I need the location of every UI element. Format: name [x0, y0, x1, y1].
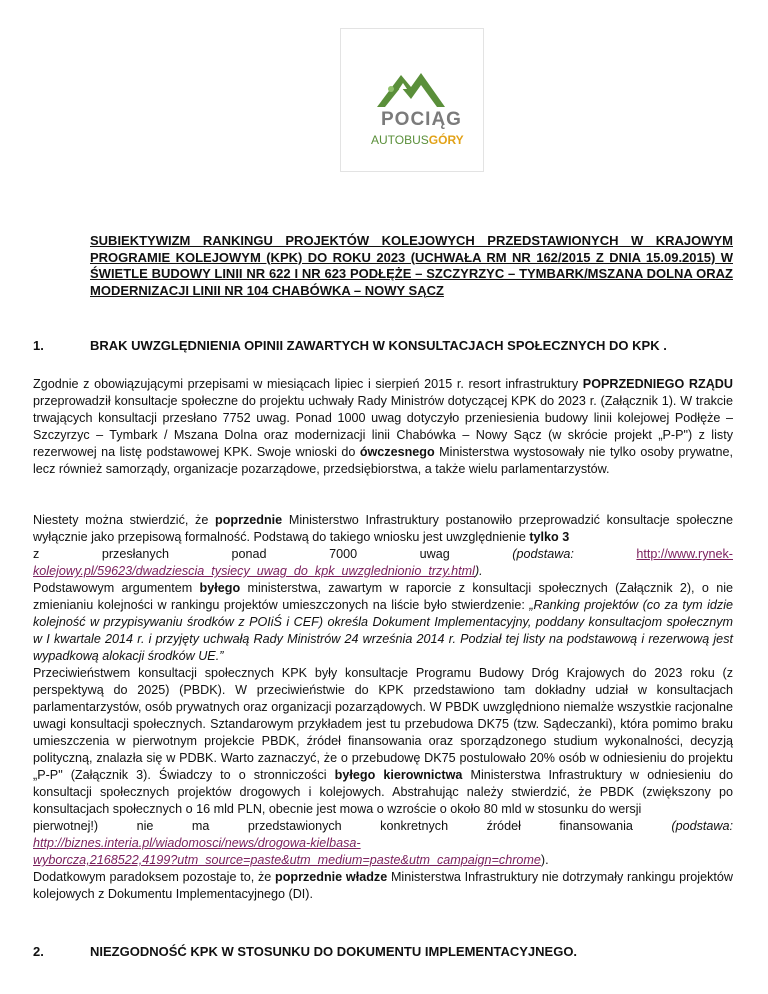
bold-run: tylko 3: [529, 530, 570, 544]
logo-brand-left: AUTOBUS: [371, 133, 429, 147]
justified-line: [33, 546, 733, 563]
text-run: Dodatkowym paradoksem pozostaje to, że: [33, 870, 275, 884]
text-run: ).: [540, 853, 549, 867]
section-number: 2.: [33, 944, 44, 959]
text-run: Podstawowym argumentem: [33, 581, 200, 595]
logo-brand-bottom: [371, 133, 464, 147]
source-link[interactable]: kolejowy.pl/59623/dwadziescia_tysiecy_uwag_do_kpk_uwzglednionio_trzy.html: [33, 564, 475, 578]
source-link-2[interactable]: wyborcza,2168522,4199?utm_source=paste&utm_medium=paste&utm_campaign=chrome: [33, 853, 541, 867]
justified-line: [33, 818, 733, 835]
document-title: SUBIEKTYWIZM RANKINGU PROJEKTÓW KOLEJOWYCH PRZEDSTAWIONYCH W KRAJOWYM PROGRAMIE KOLEJOWYM (KPK) DO ROKU 2023 (UCHWAŁA RM NR 162/2015 Z DNIA 15.09.2015) W ŚWIETLE BUDOWY LINII NR 622 I NR 623 PODŁĘŻE – SZCZYRZYC – TYMBARK/MSZANA DOLNA ORAZ MODERNIZACJI LINII NR 104 CHABÓWKA – NOWY SĄCZ: [90, 233, 733, 298]
text-run: ministerstwa, zawartym w raporcie z konsultacji społecznych (Załącznik 2), o nie zmienianiu kolejności w rankingu projektów umieszczonych na liście było stwierdzenie:: [33, 581, 733, 612]
text-run: Ministerstwa Infrastruktury nie dotrzymały rankingu projektów kolejowych z Dokumentu Implementacyjnego (DI).: [33, 870, 733, 901]
paragraph-1: [33, 376, 733, 478]
bold-run: POPRZEDNIEGO RZĄDU: [582, 377, 733, 391]
bold-run: byłego kierownictwa: [334, 768, 463, 782]
section-title: NIEZGODNOŚĆ KPK W STOSUNKU DO DOKUMENTU IMPLEMENTACYJNEGO.: [90, 944, 578, 959]
text-run: z przesłanych ponad 7000 uwag: [33, 547, 513, 561]
italic-run: (podstawa:: [671, 819, 733, 833]
section-title: BRAK UWZGLĘDNIENIA OPINII ZAWARTYCH W KONSULTACJACH SPOŁECZNYCH DO KPK .: [90, 338, 667, 353]
text-run: Ministerstwa Infrastruktury w odniesieniu do konsultacji społecznych projektów drogowych i kolejowych. Abstrahując należy stwierdzić, że PBDK (zwiększony po konsultacjach społecznych o 16 mld PLN, obecnie jest mowa o wzroście o około 80 mld w stosunku do wersji: [33, 768, 733, 816]
bold-run: ówczesnego: [359, 445, 435, 459]
section-number: 1.: [33, 338, 44, 353]
text-run: przeprowadził konsultacje społeczne do projektu uchwały Rady Ministrów dotyczącej KPK do 2023 r. (Załącznik 1). W trakcie trwających konsultacji przesłano 7752 uwag. Ponad 1000 uwag dotyczyło przeniesienia budowy linii kolejowej Podłęże – Szczyrzyc – Tymbark / Mszana Dolna oraz modernizacji linii Chabówka – Nowy Sącz (w skrócie projekt „P-P") z listy rezerwowej na listę podstawowej KPK. Swoje wnioski do: [33, 394, 733, 459]
text-run: Przeciwieństwem konsultacji społecznych KPK były konsultacje Programu Budowy Dróg Krajowych do 2023 roku (z perspektywą do 2025) (PBDK). W przeciwieństwie do KPK przedstawiono tam dokładny udział w konsultacjach parlamentarzystów, osób prywatnych oraz organizacji pozarządowych. W PBDK uwzględniono niemalże wszystkie racjonalne uwagi konsultacji społecznych. Sztandarowym przykładem jest tu przebudowa DK75 (tzw. Sądeczanki), która pomimo braku umieszczenia w pierwotnym projekcie PBDK, źródeł finansowania oraz sporządzonego studium wykonalności, decyzją polityczną, znalazła się w PDBK. Warto zaznaczyć, że o przebudowę DK75 postulowało 20% osób w odniesieniu do projektu „P-P" (Załącznik 3). Świadczy to o stronniczości: [33, 666, 733, 782]
italic-run: (podstawa:: [512, 547, 637, 561]
text-run: pierwotnej!) nie ma przedstawionych konkretnych źródeł finansowania: [33, 819, 672, 833]
logo: [340, 28, 484, 172]
source-link-2[interactable]: http://biznes.interia.pl/wiadomosci/news/drogowa-kielbasa-: [33, 836, 361, 850]
bold-run: poprzednie: [215, 513, 283, 527]
bold-run: byłego: [199, 581, 241, 595]
text-run: Zgodnie z obowiązującymi przepisami w miesiącach lipiec i sierpień 2015 r. resort infrastruktury: [33, 377, 583, 391]
text-run: Ministerstwo Infrastruktury postanowiło przeprowadzić konsultacje społeczne wyłącznie jako przepisową formalność. Podstawą do takiego wniosku jest uwzględnienie: [33, 513, 733, 544]
quote-text: „Ranking projektów (co za tym idzie kolejność w przypisywaniu środków z POIiŚ i CEF) określa Dokument Implementacyjny, poddany konsultacjom społecznym w I kwartale 2014 r. i przyjęty uchwałą Rady Ministrów 24 września 2014 r. Podział tej listy na podstawową i rezerwową jest wypadkową alokacji środków UE.”: [33, 598, 733, 663]
logo-brand-top: POCIĄG: [381, 109, 462, 130]
logo-brand-right: GÓRY: [428, 133, 464, 147]
text-run: Niestety można stwierdzić, że: [33, 513, 215, 527]
italic-run: ).: [474, 564, 483, 578]
text-run: Ministerstwa wystosowały nie tylko osoby prywatne, lecz również samorządy, organizacje pozarządowe, przedsiębiorstwa, a także wielu parlamentarzystów.: [33, 445, 733, 476]
source-link[interactable]: http://www.rynek-: [636, 547, 733, 561]
mountain-logo-icon: [341, 29, 483, 171]
paragraph-2: [33, 512, 733, 903]
bold-run: poprzednie władze: [275, 870, 388, 884]
